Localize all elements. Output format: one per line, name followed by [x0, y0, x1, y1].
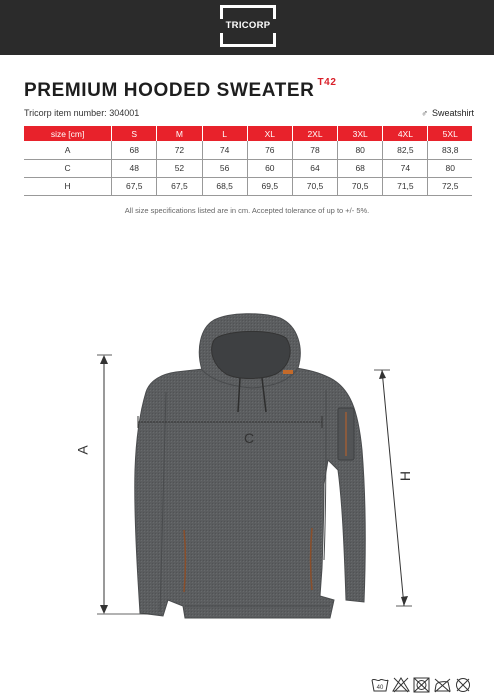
table-cell: H — [24, 177, 112, 195]
table-cell: 67,5 — [157, 177, 202, 195]
header-size-5xl: 5XL — [428, 126, 472, 141]
label-h: H — [397, 470, 414, 482]
hoodie-illustration — [135, 314, 366, 618]
logo-text: TRICORP — [225, 20, 271, 31]
product-title-text: PREMIUM HOODED SWEATER — [24, 80, 315, 101]
no-iron-icon — [435, 679, 450, 692]
table-cell: 76 — [247, 141, 292, 159]
logo-frame-bottom — [220, 33, 276, 47]
wash-40-icon — [372, 679, 388, 691]
table-row — [24, 141, 472, 159]
table-cell: 68 — [112, 141, 157, 159]
table-cell: 74 — [202, 141, 247, 159]
header-size-3xl: 3XL — [338, 126, 383, 141]
table-cell: 78 — [292, 141, 337, 159]
header-size-l: L — [202, 126, 247, 141]
size-table-header — [24, 126, 472, 141]
table-row — [24, 159, 472, 177]
dimension-h-line — [382, 370, 404, 606]
table-cell: 69,5 — [247, 177, 292, 195]
category-label: Sweatshirt — [431, 108, 474, 118]
table-cell: 80 — [428, 159, 472, 177]
table-cell: 70,5 — [338, 177, 383, 195]
table-cell: 64 — [292, 159, 337, 177]
hoodie-diagram — [0, 300, 494, 630]
tolerance-note: All size specifications listed are in cm. Accepted tolerance of up to +/- 5%. — [124, 206, 370, 215]
care-symbols — [370, 676, 474, 694]
dimension-a-arrow-top — [100, 355, 108, 364]
table-cell: 83,8 — [428, 141, 472, 159]
table-cell: 80 — [338, 141, 383, 159]
no-bleach-icon — [393, 678, 409, 692]
product-category — [421, 108, 474, 118]
dimension-h-arrow-top — [379, 370, 386, 379]
dimension-h-arrow-bottom — [401, 596, 408, 606]
table-cell: 52 — [157, 159, 202, 177]
table-cell: 72 — [157, 141, 202, 159]
measurement-figure — [0, 300, 494, 630]
dimension-h — [374, 370, 412, 606]
table-row — [24, 177, 472, 195]
male-icon: ♂ — [421, 108, 428, 118]
table-cell: 74 — [383, 159, 428, 177]
item-number: Tricorp item number: 304001 — [24, 108, 140, 118]
care-symbols-row — [370, 676, 474, 694]
no-dry-clean-icon — [457, 679, 470, 692]
label-a: A — [74, 445, 91, 455]
header-size-2xl: 2XL — [292, 126, 337, 141]
table-cell: 48 — [112, 159, 157, 177]
header-size-4xl: 4XL — [383, 126, 428, 141]
no-tumble-dry-icon — [414, 678, 429, 692]
header-size-cm: size [cm] — [24, 126, 112, 141]
label-c: C — [244, 430, 255, 446]
header-size-xl: XL — [247, 126, 292, 141]
table-cell: 67,5 — [112, 177, 157, 195]
table-cell: 60 — [247, 159, 292, 177]
table-cell: 68,5 — [202, 177, 247, 195]
product-code: T42 — [317, 77, 337, 88]
tricorp-logo — [220, 5, 276, 47]
table-cell: 72,5 — [428, 177, 472, 195]
hoodie-hood-opening — [212, 331, 290, 378]
logo-frame-top — [220, 5, 276, 19]
header-size-m: M — [157, 126, 202, 141]
table-cell: 56 — [202, 159, 247, 177]
header-bar — [0, 0, 494, 55]
table-cell: 82,5 — [383, 141, 428, 159]
table-cell: A — [24, 141, 112, 159]
table-cell: 71,5 — [383, 177, 428, 195]
hoodie-body — [135, 368, 366, 618]
size-table — [24, 126, 472, 196]
neck-label — [283, 370, 293, 374]
header-size-s: S — [112, 126, 157, 141]
dimension-a-arrow-bottom — [100, 605, 108, 614]
table-cell: 70,5 — [292, 177, 337, 195]
product-title — [24, 77, 337, 102]
table-cell: C — [24, 159, 112, 177]
wash-temp: 40 — [376, 685, 384, 691]
table-cell: 68 — [338, 159, 383, 177]
